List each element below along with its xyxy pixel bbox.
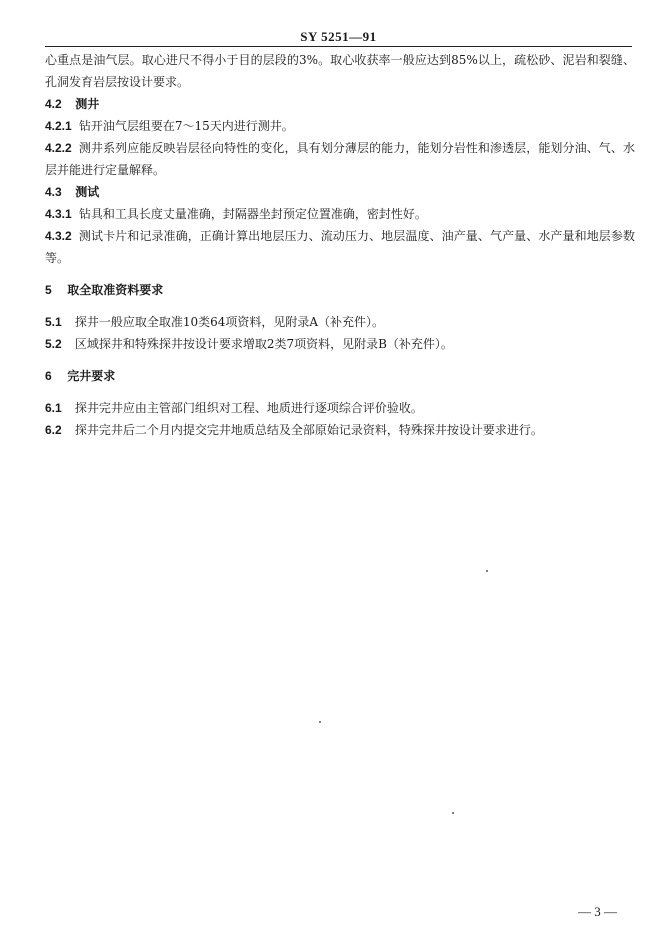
clause-number: 4.3.2 <box>45 229 72 243</box>
clause-number: 5.1 <box>45 315 62 329</box>
paragraph-continuation: 心重点是油气层。取心进尺不得小于目的层段的3%。取心收获率一般应达到85%以上，疏松砂、泥岩和裂缝、孔洞发育岩层按设计要求。 <box>45 53 635 89</box>
section-title: 取全取准资料要求 <box>67 283 164 297</box>
section-gap <box>45 269 635 279</box>
clause-text: 测试卡片和记录准确，正确计算出地层压力、流动压力、地层温度、油产量、气产量、水产量和地层参数等。 <box>45 229 635 265</box>
clause-4-3-2 <box>45 225 635 269</box>
clause-number: 4.2.2 <box>45 141 72 155</box>
clause-number: 5.2 <box>45 337 62 351</box>
clause-text: 区域探井和特殊探井按设计要求增取2类7项资料，见附录B（补充件）。 <box>74 337 453 351</box>
section-heading-6 <box>45 365 635 387</box>
clause-text: 探井完井后二个月内提交完井地质总结及全部原始记录资料，特殊探井按设计要求进行。 <box>74 423 543 437</box>
clause-number: 4.3.1 <box>45 207 72 221</box>
section-title: 完井要求 <box>67 369 116 383</box>
scan-speck <box>319 721 321 723</box>
clause-number: 4.2.1 <box>45 119 72 133</box>
section-number: 4.3 <box>45 185 62 199</box>
section-gap <box>45 387 635 397</box>
clause-text: 钻具和工具长度丈量准确，封隔器坐封预定位置准确，密封性好。 <box>78 207 427 221</box>
clause-6-2 <box>45 419 635 441</box>
section-title: 测井 <box>75 97 100 111</box>
clause-text: 探井完井应由主管部门组织对工程、地质进行逐项综合评价验收。 <box>74 401 423 415</box>
scan-speck <box>486 570 488 572</box>
section-gap <box>45 301 635 311</box>
page-number: — 3 — <box>578 904 617 919</box>
section-title: 测试 <box>75 185 100 199</box>
page-header <box>45 26 632 47</box>
scan-speck <box>452 812 454 814</box>
section-gap <box>45 355 635 365</box>
clause-4-3-1 <box>45 203 635 225</box>
document-code: SY 5251—91 <box>300 29 377 44</box>
clause-4-2-1 <box>45 115 635 137</box>
clause-6-1 <box>45 397 635 419</box>
section-heading-5 <box>45 279 635 301</box>
clause-number: 6.2 <box>45 423 62 437</box>
section-number: 6 <box>45 369 52 383</box>
clause-number: 6.1 <box>45 401 62 415</box>
document-body <box>45 49 635 441</box>
clause-4-2-2 <box>45 137 635 181</box>
clause-text: 测井系列应能反映岩层径向特性的变化，具有划分薄层的能力，能划分岩性和渗透层，能划分油、气、水层并能进行定量解释。 <box>45 141 635 177</box>
section-number: 4.2 <box>45 97 62 111</box>
clause-5-2 <box>45 333 635 355</box>
section-heading-4-3 <box>45 181 635 203</box>
section-number: 5 <box>45 283 52 297</box>
clause-5-1 <box>45 311 635 333</box>
clause-text: 探井一般应取全取准10类64项资料，见附录A（补充件）。 <box>74 315 385 329</box>
clause-text: 钻开油气层组要在7～15天内进行测井。 <box>78 119 294 133</box>
section-heading-4-2 <box>45 93 635 115</box>
